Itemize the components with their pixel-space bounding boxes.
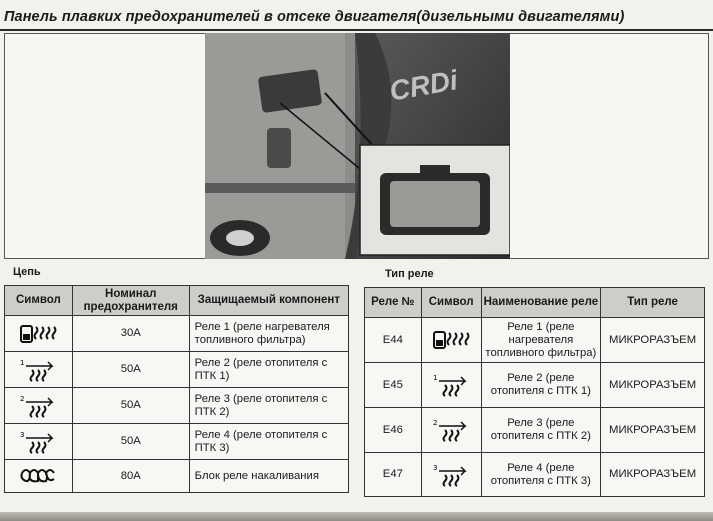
ptc-heater-1-icon xyxy=(421,363,481,408)
fuse-header-rating: Номинал предохранителя xyxy=(72,286,189,316)
fuse-component: Блок реле накаливания xyxy=(189,460,348,493)
relay-name: Реле 3 (реле отопителя с ПТК 2) xyxy=(481,408,601,453)
fuse-rating: 50A xyxy=(72,424,189,460)
relay-header-symbol: Символ xyxy=(421,288,481,318)
fuel-filter-heater-icon xyxy=(421,318,481,363)
ptc-heater-3-icon xyxy=(421,453,481,497)
fuse-table xyxy=(4,285,349,493)
fuse-component: Реле 3 (реле отопителя с ПТК 2) xyxy=(189,388,348,424)
relay-header-type: Тип реле xyxy=(601,288,705,318)
photo-frame xyxy=(4,33,709,259)
ptc-heater-2-icon xyxy=(5,388,73,424)
svg-text:3: 3 xyxy=(20,430,25,439)
relay-table xyxy=(364,287,705,497)
table-row xyxy=(365,318,705,363)
ptc-heater-1-icon xyxy=(5,352,73,388)
relay-name: Реле 4 (реле отопителя с ПТК 3) xyxy=(481,453,601,497)
title-divider xyxy=(0,29,713,31)
fuse-header-symbol: Символ xyxy=(5,286,73,316)
table-row xyxy=(5,316,349,352)
fuse-rating: 50A xyxy=(72,352,189,388)
relay-type: МИКРОРАЗЪЕМ xyxy=(601,453,705,497)
relay-type: МИКРОРАЗЪЕМ xyxy=(601,363,705,408)
page-title: Панель плавких предохранителей в отсеке двигателя(дизельными двигателями) xyxy=(4,9,625,25)
svg-text:1: 1 xyxy=(20,358,25,367)
relay-type: МИКРОРАЗЪЕМ xyxy=(601,318,705,363)
svg-text:CRDi: CRDi xyxy=(387,64,461,107)
relay-number: E47 xyxy=(365,453,422,497)
svg-text:3: 3 xyxy=(433,463,438,472)
fuse-rating: 50A xyxy=(72,388,189,424)
svg-text:2: 2 xyxy=(433,419,438,427)
fuse-rating: 80A xyxy=(72,460,189,493)
table-row xyxy=(365,453,705,497)
relay-number: E45 xyxy=(365,363,422,408)
relay-type: МИКРОРАЗЪЕМ xyxy=(601,408,705,453)
page-bottom-edge xyxy=(0,512,713,521)
relay-header-name: Наименование реле xyxy=(481,288,601,318)
ptc-heater-2-icon xyxy=(421,408,481,453)
table-row xyxy=(5,352,349,388)
fuse-component: Реле 2 (реле отопителя с ПТК 1) xyxy=(189,352,348,388)
table-row xyxy=(5,460,349,493)
table-row xyxy=(5,388,349,424)
relay-name: Реле 2 (реле отопителя с ПТК 1) xyxy=(481,363,601,408)
relay-name: Реле 1 (реле нагревателя топливного фильтра) xyxy=(481,318,601,363)
fuse-header-component: Защищаемый компонент xyxy=(189,286,348,316)
svg-text:2: 2 xyxy=(20,394,25,403)
fuel-filter-heater-icon xyxy=(5,316,73,352)
fuse-component: Реле 4 (реле отопителя с ПТК 3) xyxy=(189,424,348,460)
fuse-section-label: Цепь xyxy=(13,266,41,278)
glow-plug-icon xyxy=(5,460,73,493)
fuse-rating: 30A xyxy=(72,316,189,352)
engine-fuse-box-photo xyxy=(205,33,510,259)
table-row xyxy=(365,363,705,408)
table-row xyxy=(365,408,705,453)
ptc-heater-3-icon xyxy=(5,424,73,460)
svg-text:1: 1 xyxy=(433,374,438,382)
relay-section-label: Тип реле xyxy=(385,268,434,280)
fuse-table-header xyxy=(5,286,349,316)
relay-number: E44 xyxy=(365,318,422,363)
table-row xyxy=(5,424,349,460)
relay-table-header xyxy=(365,288,705,318)
relay-header-number: Реле № xyxy=(365,288,422,318)
fuse-component: Реле 1 (реле нагревателя топливного фильтра) xyxy=(189,316,348,352)
relay-number: E46 xyxy=(365,408,422,453)
